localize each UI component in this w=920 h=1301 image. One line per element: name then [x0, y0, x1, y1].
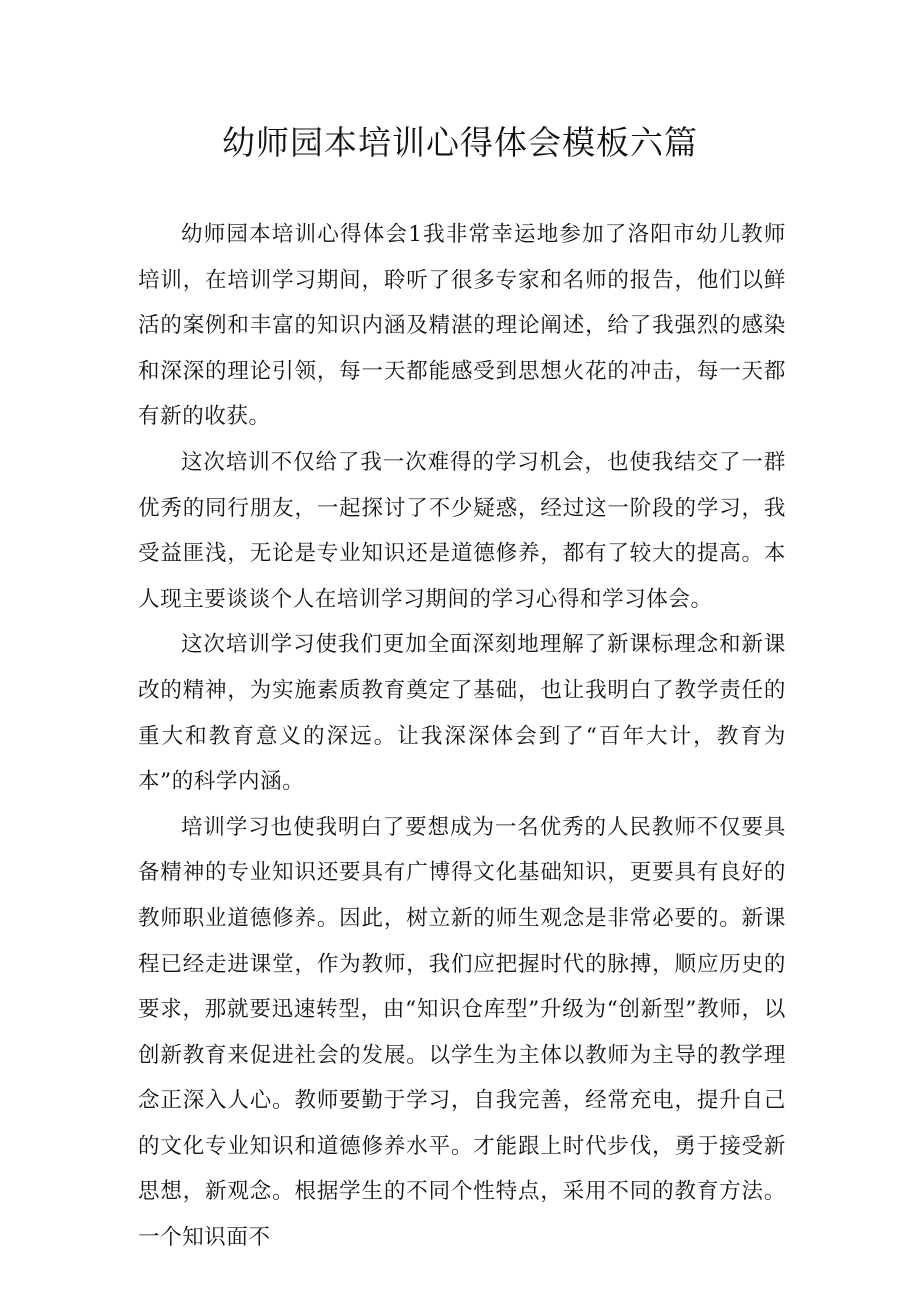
paragraph-1: 幼师园本培训心得体会1我非常幸运地参加了洛阳市幼儿教师培训，在培训学习期间，聆听了很多专家和名师的报告，他们以鲜活的案例和丰富的知识内涵及精湛的理论阐述，给了我强烈的感染和深深的理论引领，每一天都能感受到思想火花的冲击，每一天都有新的收获。 — [138, 222, 786, 430]
paragraph-2: 这次培训不仅给了我一次难得的学习机会，也使我结交了一群优秀的同行朋友，一起探讨了不少疑惑，经过这一阶段的学习，我受益匪浅，无论是专业知识还是道德修养，都有了较大的提高。本人现主要谈谈个人在培训学习期间的学习心得和学习体会。 — [138, 449, 786, 612]
paragraph-4: 培训学习也使我明白了要想成为一名优秀的人民教师不仅要具备精神的专业知识还要具有广博得文化基础知识，更要具有良好的教师职业道德修养。因此，树立新的师生观念是非常必要的。新课程已经走进课堂，作为教师，我们应把握时代的脉搏，顺应历史的要求，那就要迅速转型，由“知识仓库型”升级为“创新型”教师，以创新教育来促进社会的发展。以学生为主体以教师为主导的教学理念正深入人心。教师要勤于学习，自我完善，经常充电，提升自己的文化专业知识和道德修养水平。才能跟上时代步伐，勇于接受新思想，新观念。根据学生的不同个性特点，采用不同的教育方法。一个知识面不 — [138, 814, 786, 1251]
paragraph-3: 这次培训学习使我们更加全面深刻地理解了新课标理念和新课改的精神，为实施素质教育奠定了基础，也让我明白了教学责任的重大和教育意义的深远。让我深深体会到了“百年大计，教育为本”的科学内涵。 — [138, 632, 786, 795]
document-title: 幼师园本培训心得体会模板六篇 — [222, 123, 698, 162]
document-body — [138, 212, 786, 1261]
